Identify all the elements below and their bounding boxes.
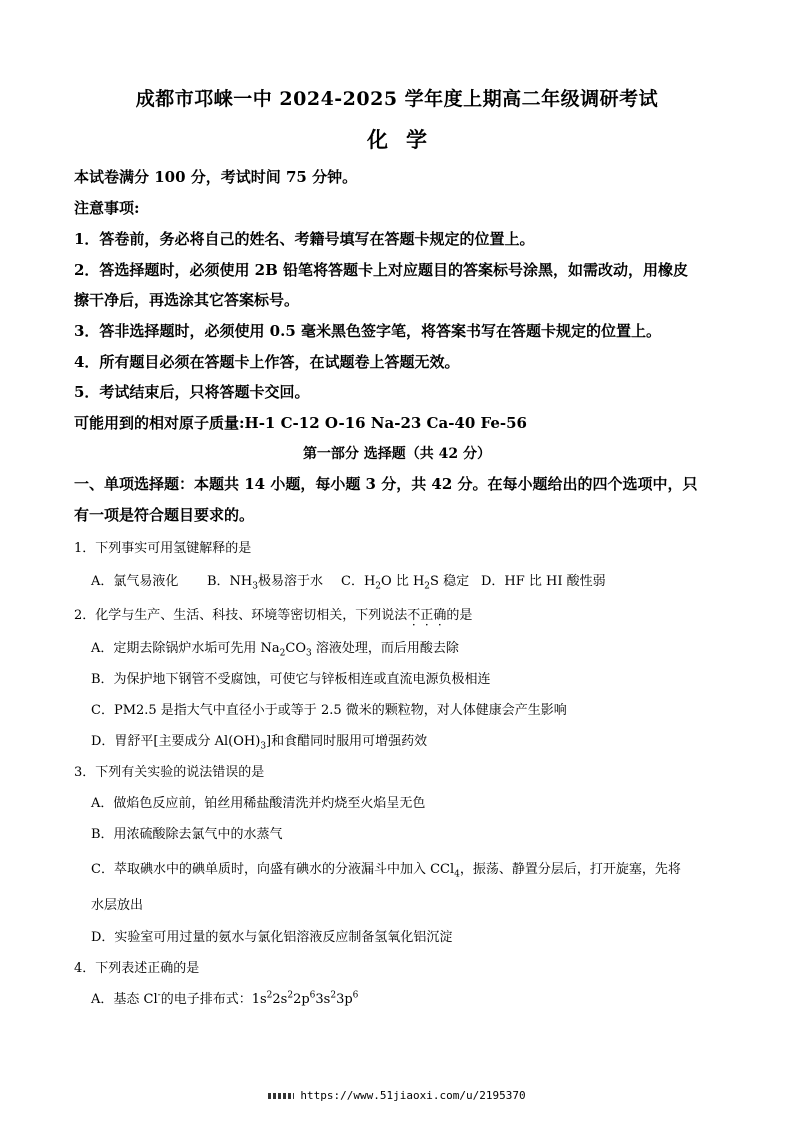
- question-1-stem: 1．下列事实可用氢键解释的是: [74, 541, 252, 556]
- question-2-stem: 2．化学与生产、生活、科技、环境等密切相关，下列说法不正确的是: [74, 608, 473, 623]
- footer-url-link[interactable]: https://www.51jiaoxi.com/u/2195370: [300, 1089, 526, 1102]
- section-instructions: 一、单项选择题：本题共 14 小题，每小题 3 分，共 42 分。在每小题给出的四个选项中，只: [74, 475, 698, 493]
- question-1-options: [91, 570, 606, 592]
- notice-heading: 注意事项:: [74, 199, 140, 217]
- question-3-option-a: A．做焰色反应前，铂丝用稀盐酸清洗并灼烧至火焰呈无色: [91, 796, 426, 811]
- notice-item: 2．答选择题时，必须使用 2B 铅笔将答题卡上对应题目的答案标号涂黑，如需改动，用橡皮: [74, 261, 689, 279]
- question-3-stem: 3．下列有关实验的说法错误的是: [74, 765, 265, 780]
- question-3-option-d: D．实验室可用过量的氨水与氯化铝溶液反应制备氢氧化铝沉淀: [91, 930, 453, 945]
- notice-item-continued: 擦干净后，再选涂其它答案标号。: [74, 291, 300, 309]
- question-2-option-a: A．定期去除锅炉水垢可先用 $Na_2CO_3$ 溶液处理，而后用酸去除: [91, 641, 459, 659]
- question-4-option-a: A．基态 Cl-的电子排布式：$1s^22s^22p^63s^23p^6$: [91, 990, 359, 1007]
- question-4-stem: 4．下列表述正确的是: [74, 961, 200, 976]
- question-2-option-d: D．胃舒平[主要成分 $Al(OH)_3$]和食醋同时服用可增强药效: [91, 734, 428, 752]
- notice-item: 1．答卷前，务必将自己的姓名、考籍号填写在答题卡规定的位置上。: [74, 230, 535, 248]
- question-2-option-b: B．为保护地下钢管不受腐蚀，可使它与锌板相连或直流电源负极相连: [91, 672, 491, 687]
- option-a: A．氯气易液化: [91, 574, 179, 589]
- subject-title: 化学: [367, 127, 445, 152]
- notice-item: 4．所有题目必须在答题卡上作答，在试题卷上答题无效。: [74, 353, 460, 371]
- question-2-option-c: C．PM2.5 是指大气中直径小于或等于 2.5 微米的颗粒物，对人体健康会产生影响: [91, 703, 567, 718]
- question-3-option-b: B．用浓硫酸除去氯气中的水蒸气: [91, 827, 283, 842]
- section-instructions-continued: 有一项是符合题目要求的。: [74, 506, 255, 524]
- notice-item: 5．考试结束后，只将答题卡交回。: [74, 383, 310, 401]
- option-c: C．$H_2O$ 比 $H_2S$ 稳定: [341, 574, 470, 592]
- notice-item: 3．答非选择题时，必须使用 0.5 毫米黑色签字笔，将答案书写在答题卡规定的位置上。: [74, 322, 661, 340]
- footer: [0, 1089, 794, 1102]
- atomic-mass-line: 可能用到的相对原子质量:H-1 C-12 O-16 Na-23 Ca-40 Fe-56: [74, 414, 527, 432]
- option-d: D．HF 比 HI 酸性弱: [481, 574, 606, 589]
- question-3-option-c: C．萃取碘水中的碘单质时，向盛有碘水的分液漏斗中加入 CCl$_4$，振荡、静置分层后，打开旋塞，先将: [91, 862, 681, 880]
- question-3-option-c-continued: 水层放出: [91, 898, 144, 913]
- option-b: B．$NH_3$极易溶于水: [207, 574, 324, 592]
- watermark-logo-icon: [268, 1093, 294, 1099]
- part-one-title: 第一部分 选择题（共 42 分）: [302, 446, 492, 462]
- exam-title: 成都市邛崃一中 2024-2025 学年度上期高二年级调研考试: [135, 88, 659, 110]
- score-time-note: 本试卷满分 100 分，考试时间 75 分钟。: [74, 168, 358, 186]
